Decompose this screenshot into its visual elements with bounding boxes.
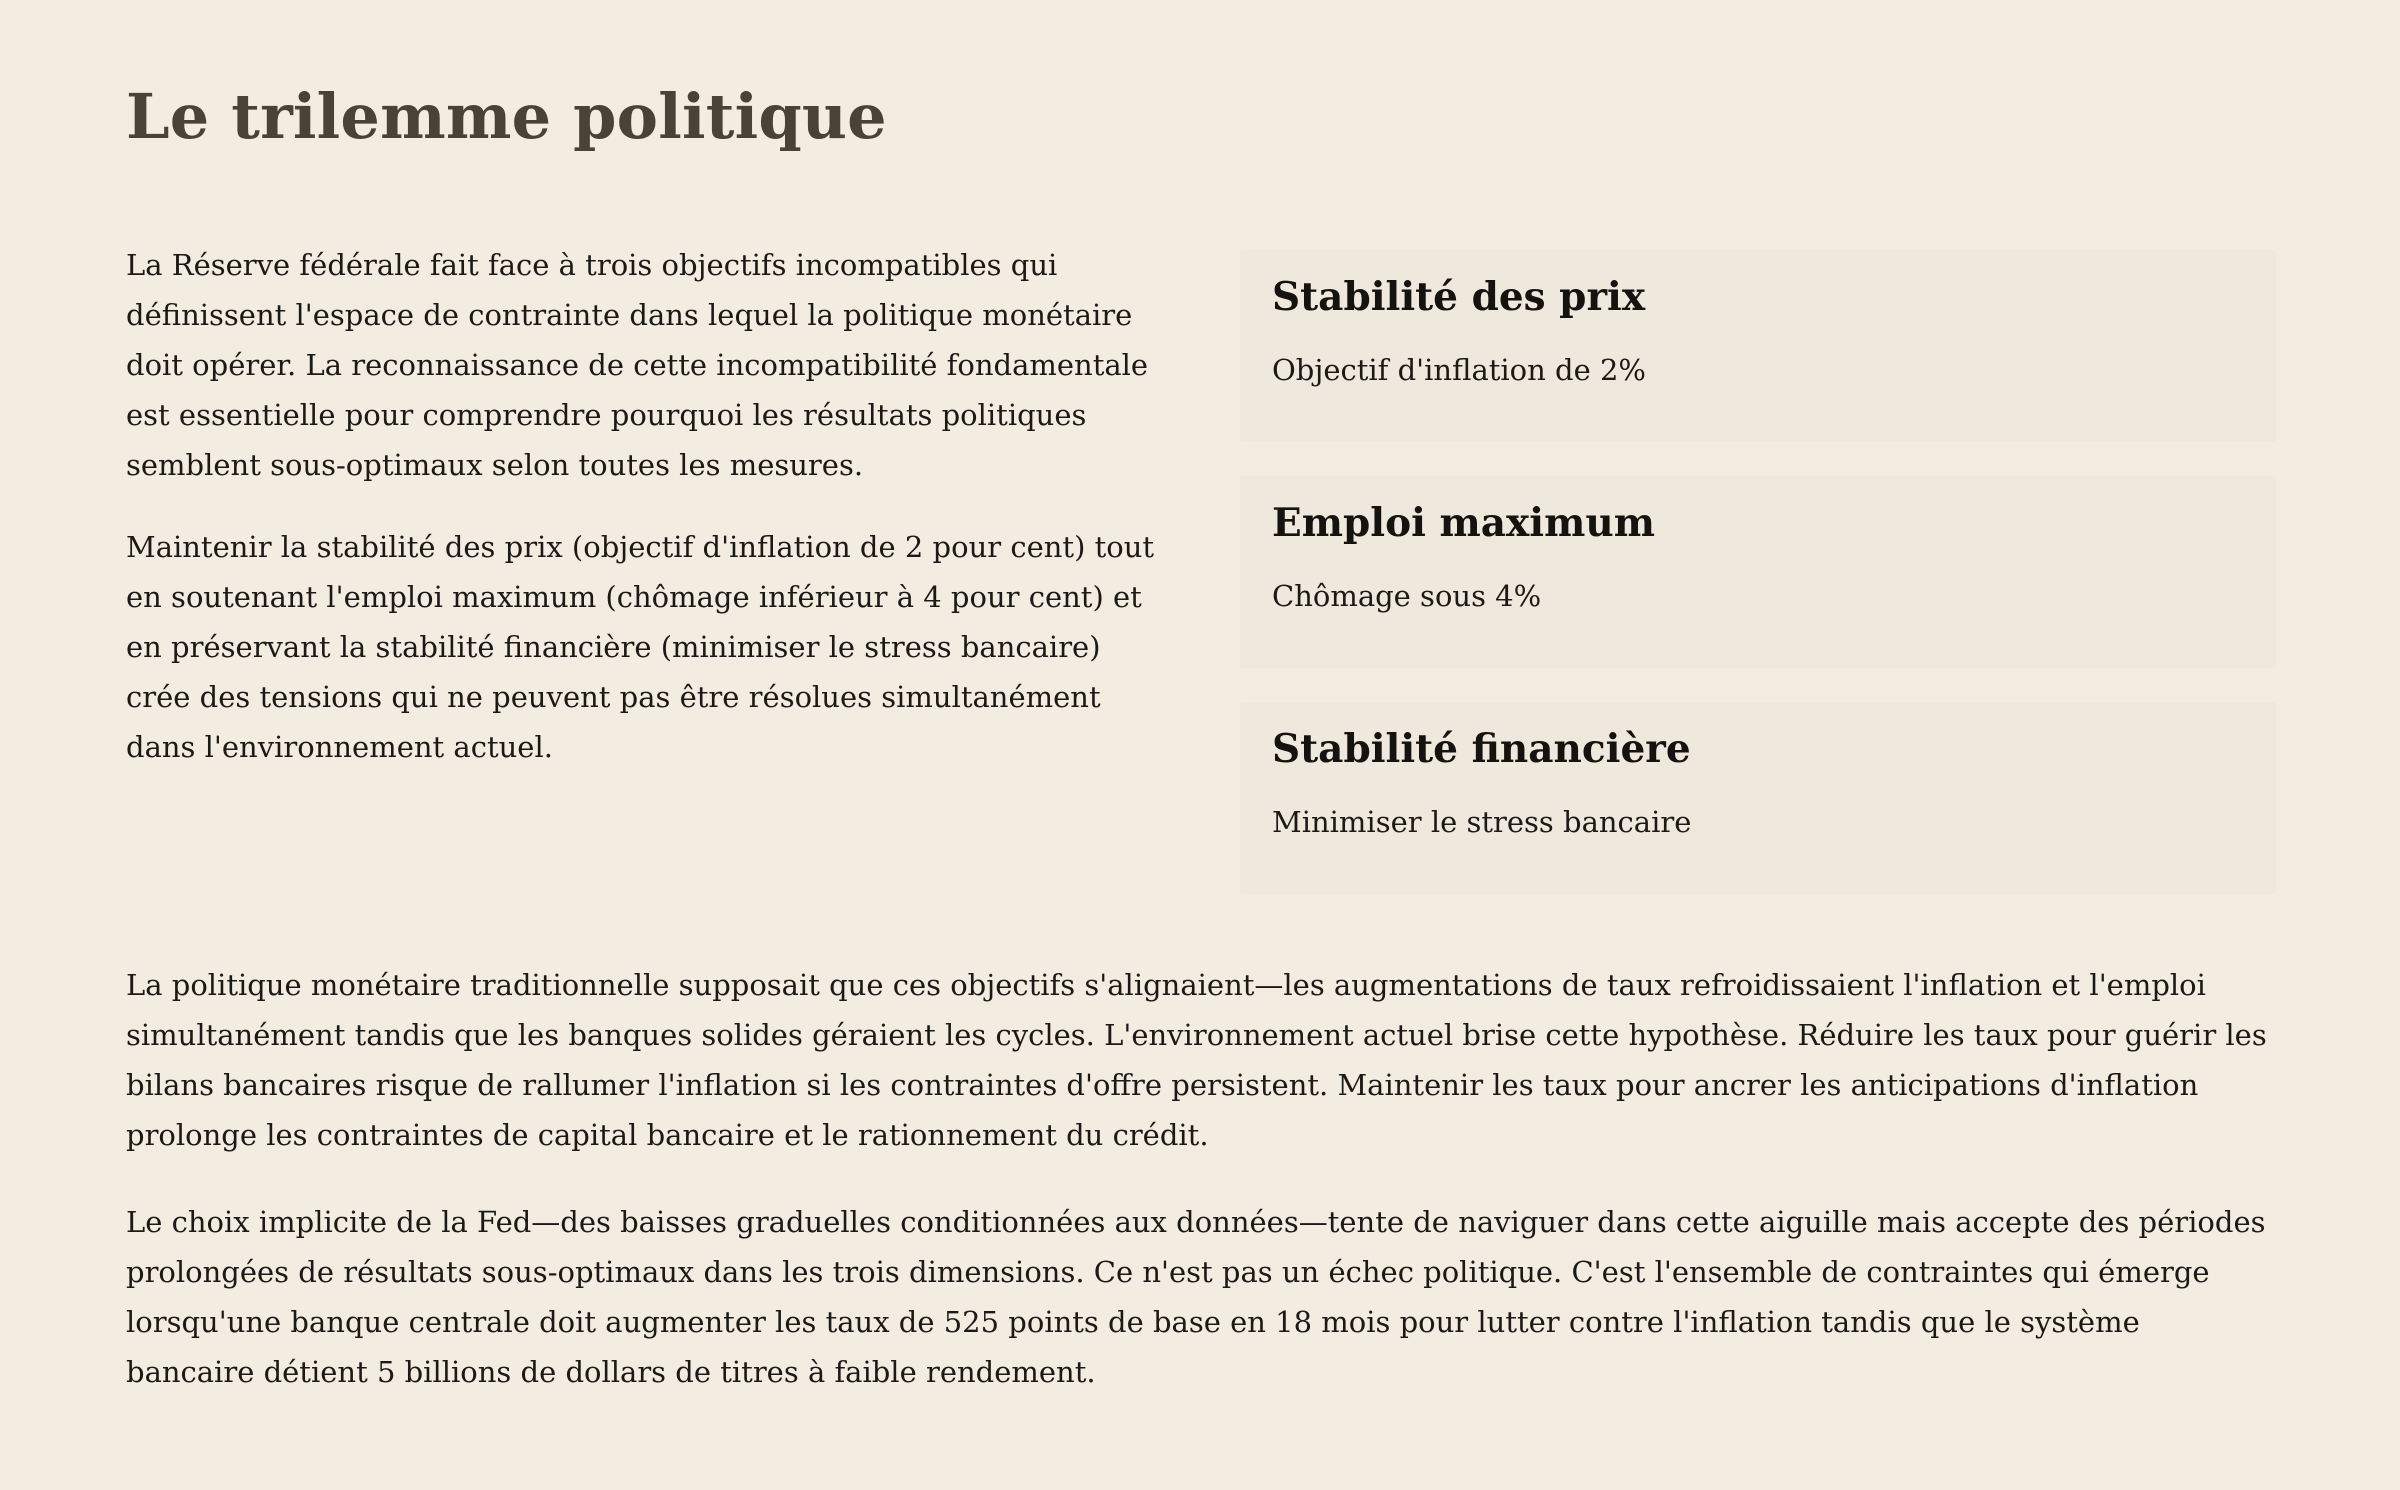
objective-card-financial-stability: [1240, 702, 2276, 894]
objective-title: Emploi maximum: [1272, 500, 1655, 546]
body-paragraph-2: Le choix implicite de la Fed—des baisses graduelles conditionnées aux données—tente de naviguer dans cette aiguille mais accepte des périodes prolongées de résultats sous-optimaux dans les trois dimensions. Ce n'est pas un échec politique. C'est l'ensemble de contraintes qui émerge lorsqu'une banque centrale doit augmenter les taux de 525 points de base en 18 mois pour lutter contre l'inflation tandis que le système bancaire détient 5 billions de dollars de titres à faible rendement.: [126, 1205, 2266, 1389]
objective-description: Objectif d'inflation de 2%: [1272, 353, 1646, 387]
body-section: [126, 960, 2276, 1434]
intro-section: [126, 240, 1171, 804]
intro-paragraph-2: Maintenir la stabilité des prix (objectif d'inflation de 2 pour cent) tout en soutenant l'emploi maximum (chômage inférieur à 4 pour cent) et en préservant la stabilité financière (minimiser le stress bancaire) crée des tensions qui ne peuvent pas être résolues simultanément dans l'environnement actuel.: [126, 530, 1155, 764]
objective-title: Stabilité financière: [1272, 726, 1691, 772]
objective-title: Stabilité des prix: [1272, 274, 1646, 320]
page-title: Le trilemme politique: [126, 80, 887, 153]
objectives-list: [1240, 250, 2276, 928]
objective-card-price-stability: [1240, 250, 2276, 442]
body-paragraph-1: La politique monétaire traditionnelle supposait que ces objectifs s'alignaient—les augmentations de taux refroidissaient l'inflation et l'emploi simultanément tandis que les banques solides géraient les cycles. L'environnement actuel brise cette hypothèse. Réduire les taux pour guérir les bilans bancaires risque de rallumer l'inflation si les contraintes d'offre persistent. Maintenir les taux pour ancrer les anticipations d'inflation prolonge les contraintes de capital bancaire et le rationnement du crédit.: [126, 968, 2267, 1152]
objective-description: Chômage sous 4%: [1272, 579, 1542, 613]
intro-paragraph-1: La Réserve fédérale fait face à trois objectifs incompatibles qui définissent l'espace de contrainte dans lequel la politique monétaire doit opérer. La reconnaissance de cette incompatibilité fondamentale est essentielle pour comprendre pourquoi les résultats politiques semblent sous-optimaux selon toutes les mesures.: [126, 248, 1149, 482]
objective-card-max-employment: [1240, 476, 2276, 668]
objective-description: Minimiser le stress bancaire: [1272, 805, 1692, 839]
